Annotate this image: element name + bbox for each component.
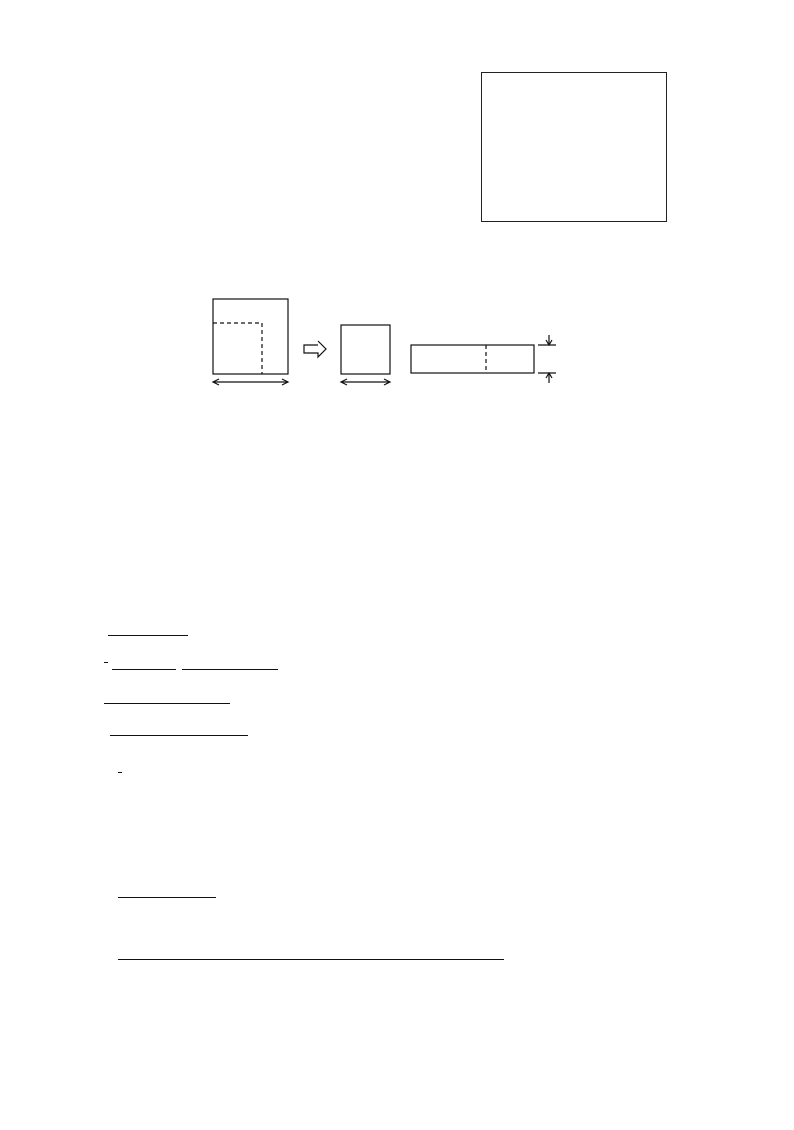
q14-fraction [104, 662, 108, 663]
q15-answer-blank[interactable] [110, 735, 248, 736]
q16-numbers [118, 764, 122, 780]
q13 [104, 620, 188, 636]
set-positive-integers-input[interactable] [210, 800, 326, 818]
q18-bag-blank[interactable] [118, 959, 180, 960]
q18-reason-blank[interactable] [180, 959, 504, 960]
q12-options [134, 556, 516, 572]
q14-line1 [104, 654, 284, 670]
q14-degree-blank[interactable] [112, 669, 176, 670]
set-negative-integers-input[interactable] [510, 800, 634, 818]
q14-terms-blank[interactable] [182, 669, 278, 670]
q13-answer-blank[interactable] [108, 635, 188, 636]
set-nonnegative-input[interactable] [210, 836, 388, 854]
q15 [104, 720, 248, 736]
q14-line2 [104, 688, 230, 704]
q17-line2 [118, 882, 216, 898]
q16-fraction [118, 772, 122, 773]
q14-order-blank[interactable] [104, 703, 230, 704]
q18-line2 [118, 944, 504, 960]
q17-answer-blank[interactable] [118, 883, 216, 898]
